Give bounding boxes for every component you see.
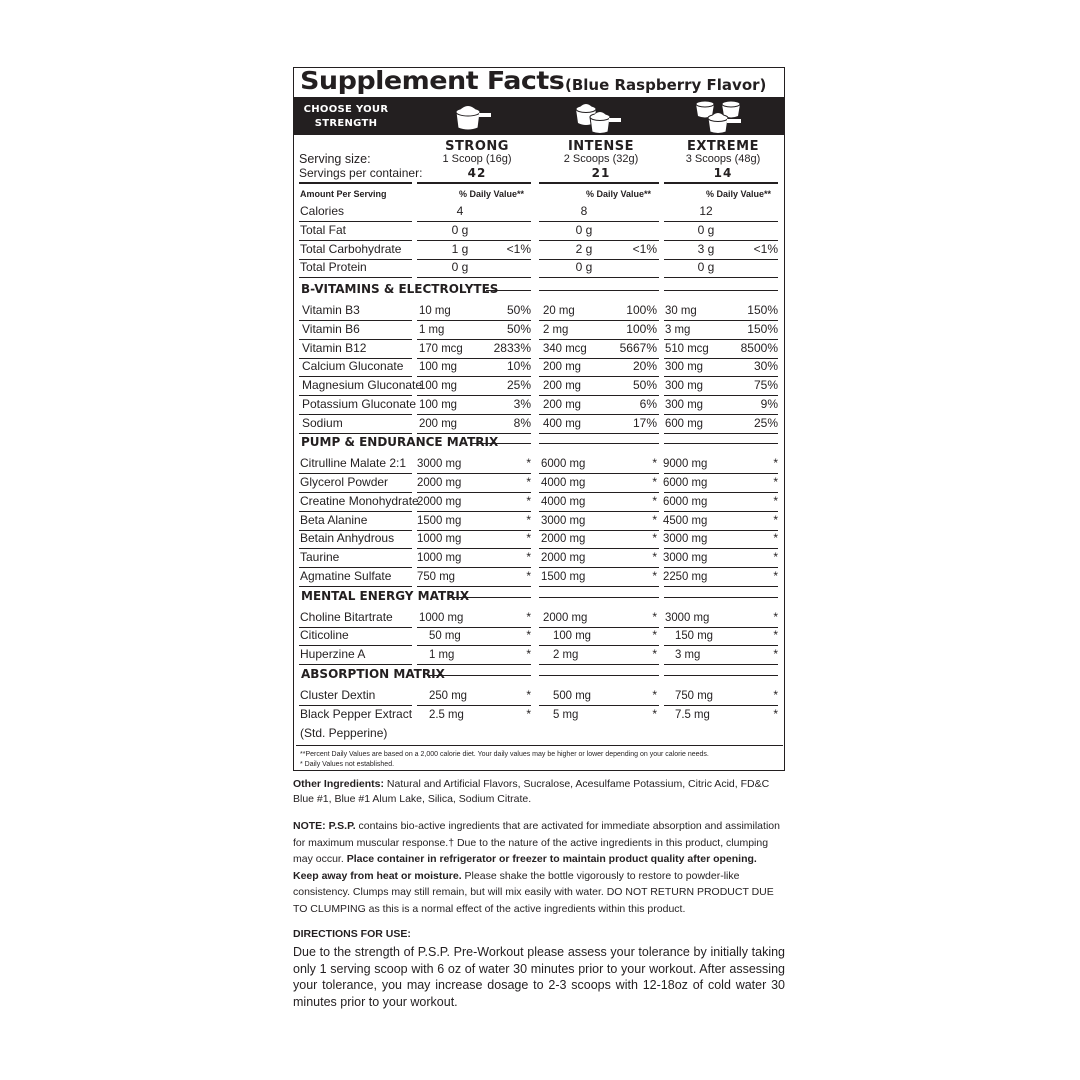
- nutrient-amount: 2000 mg: [417, 475, 462, 489]
- nutrient-amount: 8: [580, 204, 588, 218]
- nutrient-amount: 100 mg: [419, 378, 458, 392]
- nutrient-label: Choline Bitartrate: [300, 609, 393, 624]
- nutrient-amount: 1000 mg: [417, 550, 462, 564]
- one-scoop-icon: [450, 100, 494, 132]
- nutrient-amount: 2 mg: [543, 321, 569, 336]
- daily-value: *: [773, 568, 778, 583]
- nutrient-amount: 7.5 mg: [675, 706, 710, 721]
- section-rule: [539, 290, 659, 291]
- nutrient-label: Taurine: [300, 550, 340, 564]
- nutrient-label: Betain Anhydrous: [300, 531, 395, 546]
- nutrient-label: Calcium Gluconate: [302, 359, 404, 374]
- nutrient-amount: 3000 mg: [417, 456, 462, 471]
- nutrient-amount: 3000 mg: [541, 512, 586, 527]
- section-rule: [427, 675, 531, 676]
- nutrient-amount: 200 mg: [543, 359, 582, 374]
- row-rule: [664, 664, 778, 665]
- row-rule: [539, 664, 659, 665]
- nutrient-label: Beta Alanine: [300, 512, 368, 527]
- daily-value: 50%: [506, 303, 531, 317]
- directions-heading: DIRECTIONS FOR USE:: [293, 928, 411, 940]
- section-rule: [664, 675, 778, 676]
- nutrient-label: Cluster Dextin: [300, 687, 376, 702]
- section-heading: MENTAL ENERGY MATRIX: [301, 588, 470, 603]
- nutrient-label: Magnesium Gluconate: [302, 378, 423, 392]
- daily-value: *: [652, 493, 657, 508]
- nutrient-amount: 200 mg: [543, 396, 582, 411]
- nutrient-amount: 2250 mg: [663, 568, 708, 583]
- nutrient-amount: 12: [699, 204, 713, 218]
- column-intense-serving: 2 Scoops (32g): [563, 153, 639, 165]
- choose-strength-label: CHOOSE YOUR STRENGTH: [303, 104, 389, 129]
- nutrient-amount: 1000 mg: [417, 531, 462, 546]
- daily-value: *: [526, 647, 531, 661]
- nutrient-amount: 1 mg: [419, 321, 445, 336]
- row-rule: [664, 221, 778, 222]
- servings-per-container-label: Servings per container:: [299, 166, 423, 180]
- row-rule: [417, 277, 531, 278]
- section-rule: [486, 290, 532, 291]
- nutrient-amount: 4: [456, 204, 464, 218]
- daily-value: 8%: [513, 415, 531, 430]
- daily-value: 3%: [513, 396, 531, 411]
- nutrient-amount: 4000 mg: [541, 475, 586, 489]
- nutrient-label-sub: (Std. Pepperine): [300, 725, 388, 740]
- section-rule: [539, 597, 659, 598]
- daily-value: 50%: [506, 321, 531, 336]
- nutrient-amount: 5 mg: [553, 706, 579, 721]
- nutrient-amount: 1 mg: [429, 647, 455, 661]
- daily-value: 9%: [760, 396, 778, 411]
- row-rule: [539, 259, 659, 260]
- section-rule: [539, 675, 659, 676]
- nutrient-amount: 0 g: [697, 260, 715, 275]
- other-ingredients-label: Other Ingredients:: [293, 778, 385, 790]
- daily-value-header: % Daily Value**: [706, 189, 772, 199]
- daily-value: *: [652, 706, 657, 721]
- daily-value: 2833%: [493, 340, 531, 355]
- directions-text: Due to the strength of P.S.P. Pre-Workout please assess your tolerance by initially taking only 1 serving scoop with 6 oz of water 30 minutes prior to your workout. After assessing your tolerance, you may increase dosage to 2-3 scoops with 12-18oz of cold water 30 minutes prior to your workout.: [293, 945, 785, 1009]
- nutrient-amount: 6000 mg: [663, 493, 708, 508]
- column-extreme-serving: 3 Scoops (48g): [685, 153, 761, 165]
- nutrient-amount: 300 mg: [665, 396, 704, 411]
- nutrient-amount: 6000 mg: [541, 456, 586, 471]
- nutrient-amount: 30 mg: [665, 303, 697, 317]
- row-rule: [299, 433, 412, 434]
- nutrient-amount: 250 mg: [429, 687, 468, 702]
- nutrient-amount: 4500 mg: [663, 512, 708, 527]
- storage-warning: Place container in refrigerator or freezer to maintain product quality after opening. Keep away from heat or moisture.: [293, 853, 757, 882]
- section-rule: [539, 443, 659, 444]
- nutrient-label: Vitamin B6: [302, 321, 360, 336]
- nutrient-label: Total Protein: [300, 260, 367, 275]
- daily-value: 25%: [506, 378, 531, 392]
- section-heading: PUMP & ENDURANCE MATRIX: [301, 435, 499, 450]
- nutrient-label: Citicoline: [300, 628, 349, 643]
- daily-value: *: [526, 531, 531, 546]
- daily-value: *: [773, 531, 778, 546]
- daily-value: *: [773, 512, 778, 527]
- daily-value: *: [773, 609, 778, 624]
- nutrient-amount: 2000 mg: [541, 550, 586, 564]
- row-rule: [539, 221, 659, 222]
- daily-value: 150%: [747, 303, 778, 317]
- column-strong-servings: 42: [467, 166, 487, 180]
- daily-value: *: [526, 568, 531, 583]
- header-rule: [539, 182, 659, 184]
- nutrient-amount: 1500 mg: [541, 568, 586, 583]
- nutrient-amount: 9000 mg: [663, 456, 708, 471]
- nutrient-amount: 150 mg: [675, 628, 714, 643]
- nutrient-amount: 400 mg: [543, 415, 582, 430]
- daily-value: *: [526, 628, 531, 643]
- nutrient-amount: 2000 mg: [541, 531, 586, 546]
- daily-value: *: [652, 609, 657, 624]
- nutrient-amount: 10 mg: [419, 303, 451, 317]
- daily-value: <1%: [632, 241, 657, 256]
- daily-value: 10%: [506, 359, 531, 374]
- daily-value: *: [652, 628, 657, 643]
- serving-size-label: Serving size:: [299, 152, 371, 166]
- daily-value: 25%: [753, 415, 778, 430]
- daily-value: <1%: [506, 241, 531, 256]
- note-label: NOTE: P.S.P.: [293, 820, 356, 832]
- nutrient-amount: 1500 mg: [417, 512, 462, 527]
- nutrient-amount: 3000 mg: [663, 531, 708, 546]
- daily-value: *: [773, 687, 778, 702]
- section-heading: ABSORPTION MATRIX: [301, 666, 445, 681]
- row-rule: [664, 433, 778, 434]
- daily-value: *: [773, 628, 778, 643]
- row-rule: [539, 586, 659, 587]
- daily-value: 5667%: [619, 340, 657, 355]
- daily-value: *: [526, 550, 531, 564]
- daily-value: *: [773, 550, 778, 564]
- nutrient-amount: 2000 mg: [543, 609, 588, 624]
- nutrient-label: Black Pepper Extract: [300, 706, 413, 721]
- daily-value-header: % Daily Value**: [459, 189, 525, 199]
- nutrient-amount: 750 mg: [417, 568, 456, 583]
- nutrient-amount: 20 mg: [543, 303, 575, 317]
- section-heading: B-VITAMINS & ELECTROLYTES: [301, 282, 499, 296]
- nutrient-label: Citrulline Malate 2:1: [300, 456, 407, 471]
- column-intense-servings: 21: [591, 166, 611, 180]
- daily-value: 100%: [626, 321, 657, 336]
- section-rule: [449, 597, 531, 598]
- nutrient-label: Agmatine Sulfate: [300, 568, 392, 583]
- nutrient-amount: 2.5 mg: [429, 706, 464, 721]
- footnote-not-established: * Daily Values not established.: [300, 761, 395, 768]
- daily-value: *: [526, 609, 531, 624]
- nutrient-amount: 0 g: [575, 222, 593, 237]
- column-extreme-servings: 14: [713, 166, 733, 180]
- daily-value: 17%: [632, 415, 657, 430]
- nutrient-amount: 600 mg: [665, 415, 704, 430]
- daily-value: *: [526, 687, 531, 702]
- daily-value: 100%: [626, 303, 657, 317]
- nutrient-label: Creatine Monohydrate: [300, 493, 419, 508]
- nutrient-amount: 170 mcg: [419, 340, 463, 355]
- amount-per-serving-label: Amount Per Serving: [300, 189, 387, 199]
- daily-value: *: [652, 550, 657, 564]
- row-rule: [664, 277, 778, 278]
- header-rule: [664, 182, 778, 184]
- nutrient-amount: 4000 mg: [541, 493, 586, 508]
- daily-value: *: [773, 456, 778, 471]
- daily-value: *: [526, 456, 531, 471]
- row-rule: [664, 259, 778, 260]
- daily-value-header: % Daily Value**: [586, 189, 652, 199]
- row-rule: [664, 586, 778, 587]
- daily-value: *: [652, 647, 657, 661]
- nutrient-amount: 100 mg: [419, 359, 458, 374]
- nutrient-amount: 3000 mg: [665, 609, 710, 624]
- section-rule: [664, 597, 778, 598]
- nutrient-amount: 100 mg: [419, 396, 458, 411]
- daily-value: 8500%: [740, 340, 778, 355]
- nutrient-amount: 3 mg: [675, 647, 701, 661]
- daily-value: *: [526, 706, 531, 721]
- daily-value: *: [526, 493, 531, 508]
- nutrient-amount: 0 g: [575, 260, 593, 275]
- row-rule: [417, 433, 531, 434]
- other-ingredients-text: Natural and Artificial Flavors, Sucralose, Acesulfame Potassium, Citric Acid, FD&C Blue #1, Blue #1 Alum Lake, Silica, Sodium Citrate.: [293, 778, 770, 805]
- nutrient-label: Total Fat: [300, 222, 347, 237]
- nutrient-amount: 100 mg: [553, 628, 592, 643]
- nutrient-label: Potassium Gluconate: [302, 396, 417, 411]
- nutrient-amount: 300 mg: [665, 359, 704, 374]
- nutrient-amount: 340 mcg: [543, 340, 587, 355]
- column-strong-title: STRONG: [445, 139, 509, 154]
- three-scoops-icon: [694, 98, 760, 136]
- row-rule: [539, 433, 659, 434]
- nutrient-amount: 3000 mg: [663, 550, 708, 564]
- section-rule: [664, 443, 778, 444]
- nutrient-label: Total Carbohydrate: [300, 241, 402, 256]
- daily-value: *: [652, 456, 657, 471]
- daily-value: *: [773, 706, 778, 721]
- daily-value: *: [526, 512, 531, 527]
- nutrient-amount: 300 mg: [665, 378, 704, 392]
- row-rule: [299, 277, 412, 278]
- note-paragraph: NOTE: P.S.P. contains bio-active ingredients that are activated for immediate absorption and assimilation for maximum muscular response.† Due to the nature of the active ingredients in this product, clumping may occur. Place container in refrigerator or freezer to maintain product quality after opening. Keep away from heat or moisture. Please shake the bottle vigorously to restore to powder-like consistency. Clumps may still remain, but will mix easily with water. DO NOT RETURN PRODUCT DUE TO CLUMPING as this is a normal effect of the active ingredients within this product.: [293, 820, 780, 915]
- header-rule: [299, 182, 412, 184]
- nutrient-amount: 3 mg: [665, 321, 691, 336]
- column-intense-title: INTENSE: [567, 139, 635, 154]
- daily-value: 75%: [753, 378, 778, 392]
- daily-value: 6%: [639, 396, 657, 411]
- daily-value: 50%: [632, 378, 657, 392]
- row-rule: [299, 586, 412, 587]
- row-rule: [417, 664, 531, 665]
- nutrient-amount: 200 mg: [419, 415, 458, 430]
- daily-value: *: [526, 475, 531, 489]
- nutrient-amount: 500 mg: [553, 687, 592, 702]
- row-rule: [539, 277, 659, 278]
- daily-value: 20%: [632, 359, 657, 374]
- nutrient-amount: 200 mg: [543, 378, 582, 392]
- nutrient-amount: 0 g: [451, 260, 469, 275]
- nutrient-amount: 50 mg: [429, 628, 461, 643]
- daily-value: *: [773, 493, 778, 508]
- footnote-rule: [296, 745, 783, 746]
- column-strong-serving: 1 Scoop (16g): [442, 153, 512, 165]
- section-rule: [664, 290, 778, 291]
- daily-value: <1%: [753, 241, 778, 256]
- footnote-daily-values: **Percent Daily Values are based on a 2,000 calorie diet. Your daily values may be higher or lower depending on your calorie needs.: [300, 751, 709, 758]
- nutrient-amount: 2 mg: [553, 647, 579, 661]
- nutrient-amount: 3 g: [697, 241, 715, 256]
- nutrient-amount: 0 g: [451, 222, 469, 237]
- daily-value: *: [652, 687, 657, 702]
- nutrient-amount: 6000 mg: [663, 475, 708, 489]
- daily-value: 30%: [753, 359, 778, 374]
- two-scoops-icon: [572, 99, 636, 135]
- nutrient-amount: 510 mcg: [665, 340, 709, 355]
- nutrient-label: Glycerol Powder: [300, 475, 389, 489]
- panel-title: Supplement Facts: [300, 66, 565, 95]
- flavor-label: (Blue Raspberry Flavor): [565, 76, 767, 94]
- daily-value: *: [652, 475, 657, 489]
- daily-value: *: [652, 512, 657, 527]
- row-rule: [299, 664, 412, 665]
- nutrient-amount: 750 mg: [675, 687, 714, 702]
- daily-value: *: [773, 475, 778, 489]
- row-rule: [417, 586, 531, 587]
- daily-value: *: [652, 568, 657, 583]
- nutrient-label: Vitamin B12: [302, 340, 367, 355]
- nutrient-label: Sodium: [302, 415, 343, 430]
- header-rule: [417, 182, 531, 184]
- nutrient-amount: 0 g: [697, 222, 715, 237]
- nutrient-amount: 1000 mg: [419, 609, 464, 624]
- nutrient-label: Vitamin B3: [302, 303, 360, 317]
- daily-value: *: [773, 647, 778, 661]
- section-rule: [471, 443, 531, 444]
- nutrient-label: Calories: [300, 204, 345, 218]
- nutrient-amount: 2000 mg: [417, 493, 462, 508]
- column-extreme-title: EXTREME: [687, 139, 759, 154]
- nutrient-amount: 2 g: [575, 241, 593, 256]
- daily-value: *: [652, 531, 657, 546]
- other-ingredients: [293, 777, 785, 807]
- nutrient-amount: 1 g: [451, 241, 469, 256]
- nutrient-label: Huperzine A: [300, 647, 366, 661]
- daily-value: 150%: [747, 321, 778, 336]
